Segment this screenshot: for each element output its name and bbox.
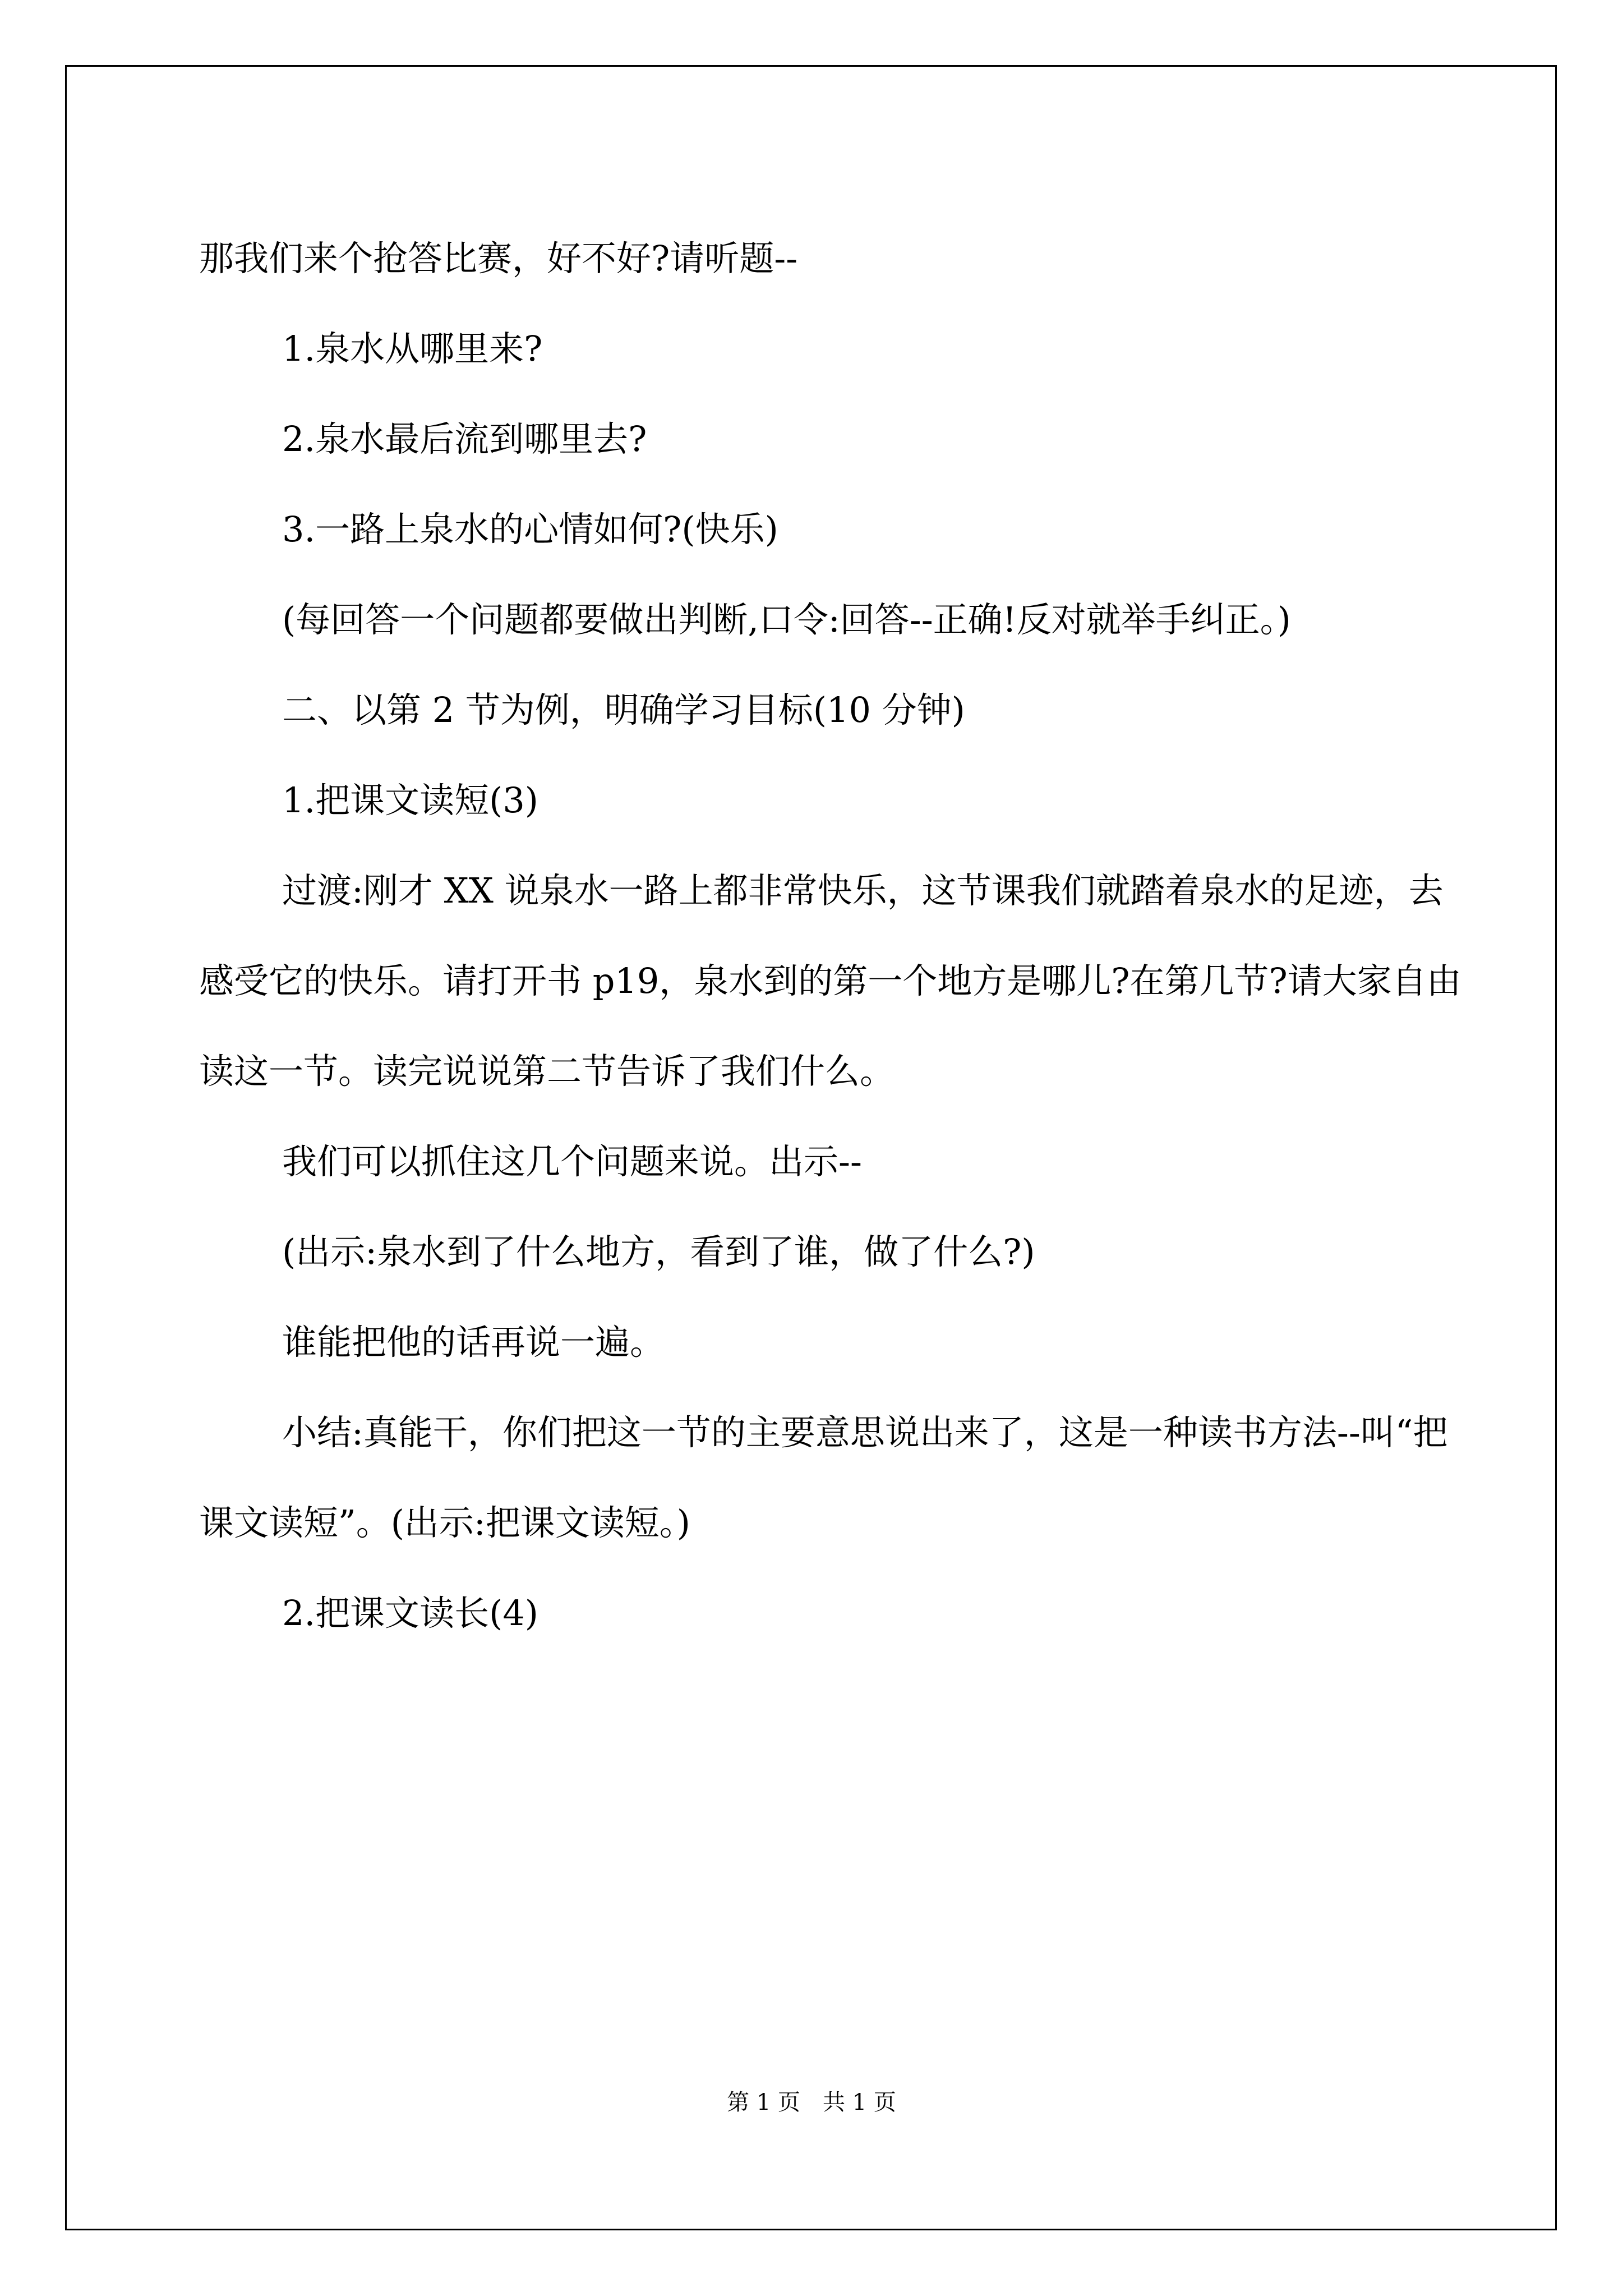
paragraph: (每回答一个问题都要做出判断,口令:回答--正确!反对就举手纠正。) [282, 599, 1291, 640]
page-number-footer: 第 1 页 共 1 页 [727, 2090, 896, 2115]
paragraph: 小结:真能干，你们把这一节的主要意思说出来了，这是一种读书方法--叫“把课文读短”。(出示:把课文读短。) [199, 1412, 1448, 1543]
paragraph: 1.泉水从哪里来? [282, 328, 543, 369]
paragraph: 过渡:刚才 XX 说泉水一路上都非常快乐，这节课我们就踏着泉水的足迹，去感受它的快乐。请打开书 p19，泉水到的第一个地方是哪儿?在第几节?请大家自由读这一节。读完说说第二节告诉了我们什么。 [199, 870, 1461, 1092]
subsection-heading: 1.把课文读短(3) [282, 780, 538, 821]
paragraph: (出示:泉水到了什么地方，看到了谁，做了什么?) [282, 1231, 1035, 1272]
subsection-heading: 2.把课文读长(4) [282, 1593, 538, 1634]
document-body [199, 213, 1467, 1658]
paragraph: 那我们来个抢答比赛，好不好?请听题-- [199, 238, 798, 279]
paragraph: 3.一路上泉水的心情如何?(快乐) [282, 509, 778, 550]
paragraph: 我们可以抓住这几个问题来说。出示-- [282, 1141, 862, 1182]
paragraph: 谁能把他的话再说一遍。 [282, 1322, 665, 1363]
paragraph: 2.泉水最后流到哪里去? [282, 418, 647, 459]
section-heading: 二、以第 2 节为例，明确学习目标(10 分钟) [282, 689, 965, 730]
